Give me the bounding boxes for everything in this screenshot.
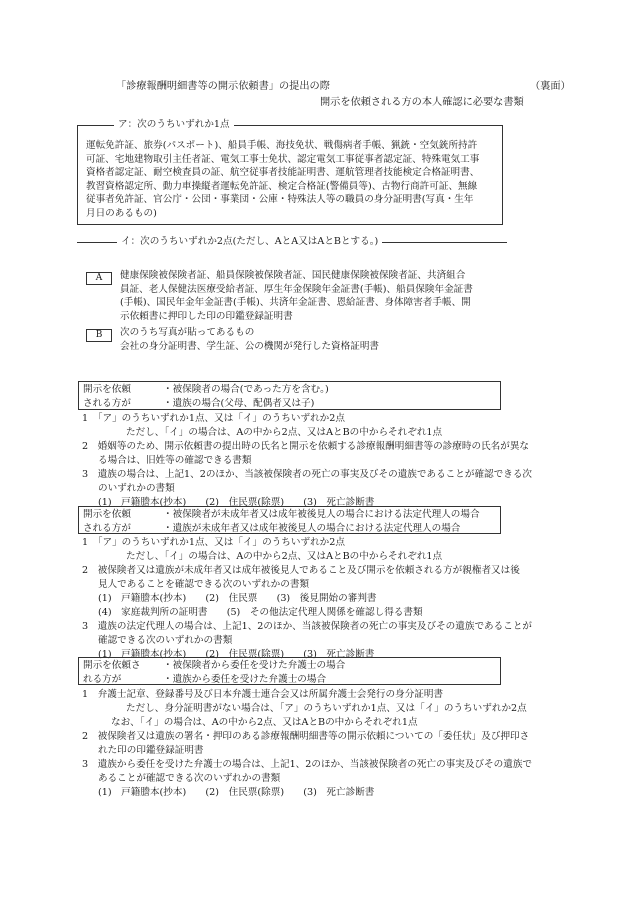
- requester-label-line: 開示を依頼さ: [83, 660, 141, 671]
- list-item: (1) 戸籍謄本(抄本) (2) 住民票(除票) (3) 死亡診断書: [98, 787, 375, 798]
- requester-condition: [163, 659, 345, 686]
- list-item: なお、「イ」の場合は、Aの中から2点、又はAとBの中からそれぞれ1点: [111, 717, 418, 728]
- list-item: る場合は、旧姓等の確認できる書類: [98, 455, 252, 466]
- requester-condition-line: ・遺族から委任を受けた弁護士の場合: [163, 673, 327, 685]
- list-item: (1) 戸籍謄本(抄本) (2) 住民票(除票) (3) 死亡診断書: [98, 497, 375, 508]
- tag-b-line: 会社の身分証明書、学生証、公の機関が発行した資格証明書: [120, 340, 380, 352]
- requester-label-line: れる方が: [83, 673, 122, 685]
- list-item: 3 遺族の場合は、上記1、2のほか、当該被保険者の死亡の事実及びその遺族であることが確認できる次: [82, 469, 533, 480]
- requester-label-line: される方が: [83, 397, 131, 409]
- requester-label: [83, 383, 131, 410]
- section-b-label: イ：次のうちいずれか2点(ただし、AとA又はAとBとする。): [117, 235, 382, 249]
- section-a-line: 資格者認定証、耐空検査員の証、航空従事者技能証明書、運航管理者技能検定合格証明書、: [86, 167, 480, 179]
- requester-label-line: 開示を依頼: [83, 509, 131, 520]
- tag-b: B: [86, 329, 112, 342]
- section-a-box: [77, 119, 503, 225]
- list-item: 2 婚姻等のため、開示依頼書の提出時の氏名と開示を依頼する診療報酬明細書等の診療時の氏名が異な: [82, 441, 530, 452]
- tag-a-line: 員証、老人保健法医療受給者証、厚生年金保険年金証書(手帳)、船員保険年金証書: [120, 283, 473, 295]
- requester-box-3: [78, 657, 501, 685]
- requester-label: [83, 659, 141, 686]
- requester-condition-line: ・遺族が未成年者又は成年被後見人の場合における法定代理人の場合: [163, 522, 461, 534]
- section-a-line: 教習資格認定所、動力車操縦者運転免許証、検定合格証(警備員等)、古物行商許可証、無線: [86, 180, 478, 192]
- list-item: 1 弁護士記章、登録番号及び日本弁護士連合会又は所属弁護士会発行の身分証明書: [82, 689, 444, 700]
- requester-condition: [163, 383, 329, 410]
- requester-condition-line: ・被保険者が未成年者又は成年被後見人の場合における法定代理人の場合: [163, 509, 480, 520]
- requester-label: [83, 508, 131, 535]
- requester-label-line: される方が: [83, 522, 131, 534]
- section-a-line: 可証、宅地建物取引主任者証、電気工事士免状、認定電気工事従事者認定証、特殊電気工事: [86, 153, 480, 165]
- section-a-line: 従事者免許証、官公庁・公団・事業団・公庫・特殊法人等の職員の身分証明書(写真・生年: [86, 194, 474, 206]
- requester-condition-line: ・被保険者の場合(であった方を含む。): [163, 384, 329, 395]
- list-item: 見人であることを確認できる次のいずれかの書類: [98, 579, 310, 590]
- section-a-label: ア：次のうちいずれか1点: [114, 118, 234, 132]
- requester-box-1: [78, 381, 501, 410]
- section-b-group: [77, 236, 507, 362]
- tag-a-line: 示依頼書に押印した印の印鑑登録証明書: [120, 310, 293, 322]
- list-item: (4) 家庭裁判所の証明書 (5) その他法定代理人関係を確認し得る書類: [98, 607, 423, 618]
- tag-b-line: 次のうち写真が貼ってあるもの: [120, 327, 255, 338]
- requester-condition-line: ・遺族の場合(父母、配偶者又は子): [163, 397, 315, 409]
- list-item: 3 遺族の法定代理人の場合は、上記1、2のほか、当該被保険者の死亡の事実及びその遺族であることが: [82, 621, 533, 632]
- requester-box-2: [78, 506, 501, 534]
- list-item: ただし、身分証明書がない場合は、「ア」のうちいずれか1点、又は「イ」のうちいずれか2点: [126, 703, 527, 714]
- list-item: 確認できる次のいずれかの書類: [98, 635, 233, 646]
- section-a-line: 運転免許証、旅券(パスポート)、船員手帳、海技免状、戦傷病者手帳、猟銃・空気銃所持許: [86, 140, 478, 151]
- document-subtitle: 開示を依頼される方の本人確認に必要な書類: [320, 97, 524, 108]
- requester-condition: [163, 508, 480, 535]
- list-item: (1) 戸籍謄本(抄本) (2) 住民票 (3) 後見開始の審判書: [98, 593, 377, 604]
- document-title: 「診療報酬明細書等の開示依頼書」の提出の際: [116, 81, 330, 92]
- tag-a-line: 健康保険被保険者証、船員保険被保険者証、国民健康保険被保険者証、共済組合: [120, 270, 466, 281]
- tag-a-text: [120, 269, 473, 323]
- list-item: あることが確認できる次のいずれかの書類: [98, 773, 281, 784]
- list-item: ただし、「イ」の場合は、Aの中から2点、又はAとBの中からそれぞれ1点: [126, 551, 443, 562]
- tag-a-line: (手帳)、国民年金年金証書(手帳)、共済年金証書、恩給証書、身体障害者手帳、開: [120, 297, 471, 309]
- list-item: ただし、「イ」の場合は、Aの中から2点、又はAとBの中からそれぞれ1点: [126, 427, 443, 438]
- list-item: 1 「ア」のうちいずれか1点、又は「イ」のうちいずれか2点: [82, 413, 345, 424]
- requester-label-line: 開示を依頼: [83, 384, 131, 395]
- list-item: 2 被保険者又は遺族の署名・押印のある診療報酬明細書等の開示依頼についての「委任状」及び押印さ: [82, 731, 530, 742]
- list-item: 2 被保険者又は遺族が未成年者又は成年被後見人であること及び開示を依頼される方が親権者又は後: [82, 565, 520, 576]
- tag-b-text: [120, 326, 379, 353]
- list-item: れた印の印鑑登録証明書: [98, 745, 204, 756]
- back-side-marker: （裏面）: [530, 81, 571, 92]
- list-item: (1) 戸籍謄本(抄本) (2) 住民票(除票) (3) 死亡診断書: [98, 649, 375, 660]
- section-a-line: 月日のあるもの): [86, 208, 157, 220]
- list-item: 1 「ア」のうちいずれか1点、又は「イ」のうちいずれか2点: [82, 537, 345, 548]
- tag-a: A: [86, 272, 112, 285]
- list-item: のいずれかの書類: [98, 483, 175, 494]
- requester-condition-line: ・被保険者から委任を受けた弁護士の場合: [163, 660, 346, 671]
- list-item: 3 遺族から委任を受けた弁護士の場合は、上記1、2のほか、当該被保険者の死亡の事実及びその遺族で: [82, 759, 533, 770]
